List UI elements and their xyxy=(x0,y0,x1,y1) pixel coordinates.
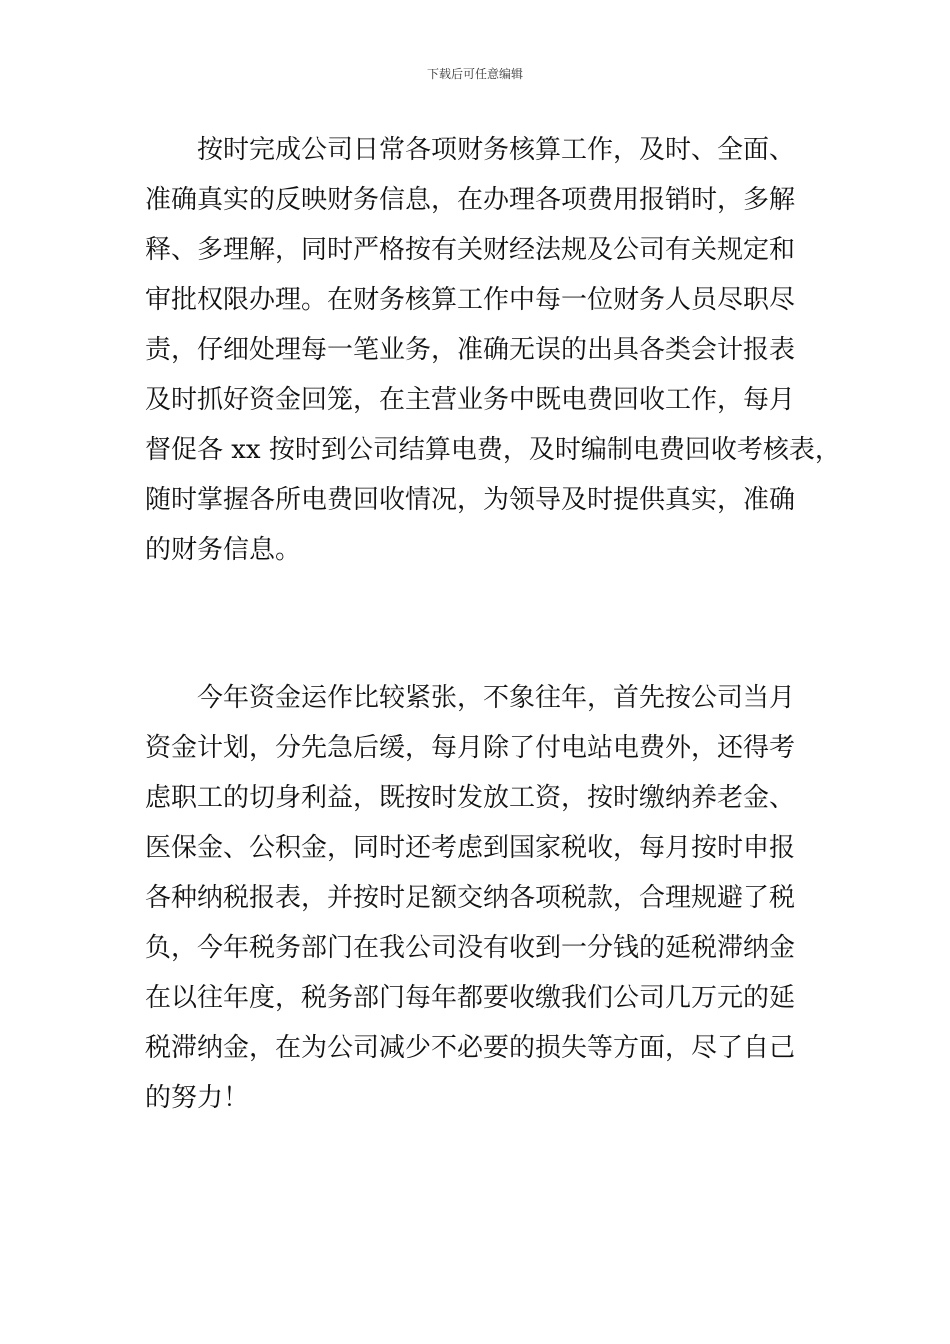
paragraph-line: 释、多理解，同时严格按有关财经法规及公司有关规定和 xyxy=(145,235,796,265)
paragraph-line: 今年资金运作比较紧张，不象往年，首先按公司当月 xyxy=(197,683,796,713)
paragraph-line: 虑职工的切身利益，既按时发放工资，按时缴纳养老金、 xyxy=(145,783,796,813)
paragraph-line: 准确真实的反映财务信息，在办理各项费用报销时，多解 xyxy=(145,185,796,215)
paragraph-line: 责，仔细处理每一笔业务，准确无误的出具各类会计报表 xyxy=(145,335,796,365)
paragraph-line: 审批权限办理。在财务核算工作中每一位财务人员尽职尽 xyxy=(145,285,796,315)
paragraph-line: 税滞纳金，在为公司减少不必要的损失等方面，尽了自己 xyxy=(145,1033,796,1063)
paragraph-line: 督促各 xx 按时到公司结算电费，及时编制电费回收考核表， xyxy=(145,435,841,465)
page-header: 下载后可任意编辑 xyxy=(426,67,523,81)
paragraph-line: 资金计划，分先急后缓，每月除了付电站电费外，还得考 xyxy=(145,733,796,763)
paragraph-line: 随时掌握各所电费回收情况，为领导及时提供真实，准确 xyxy=(145,485,796,515)
paragraph-2 xyxy=(145,673,825,1123)
paragraph-line: 及时抓好资金回笼，在主营业务中既电费回收工作，每月 xyxy=(145,385,796,415)
paragraph-line: 按时完成公司日常各项财务核算工作，及时、全面、 xyxy=(197,135,796,165)
paragraph-line: 的财务信息。 xyxy=(145,535,302,565)
paragraph-line: 医保金、公积金，同时还考虑到国家税收，每月按时申报 xyxy=(145,833,796,863)
paragraph-line: 各种纳税报表，并按时足额交纳各项税款，合理规避了税 xyxy=(145,883,796,913)
paragraph-1 xyxy=(145,125,841,575)
paragraph-line: 负，今年税务部门在我公司没有收到一分钱的延税滞纳金 xyxy=(145,933,796,963)
paragraph-line: 的努力！ xyxy=(145,1083,250,1113)
paragraph-line: 在以往年度，税务部门每年都要收缴我们公司几万元的延 xyxy=(145,983,796,1013)
